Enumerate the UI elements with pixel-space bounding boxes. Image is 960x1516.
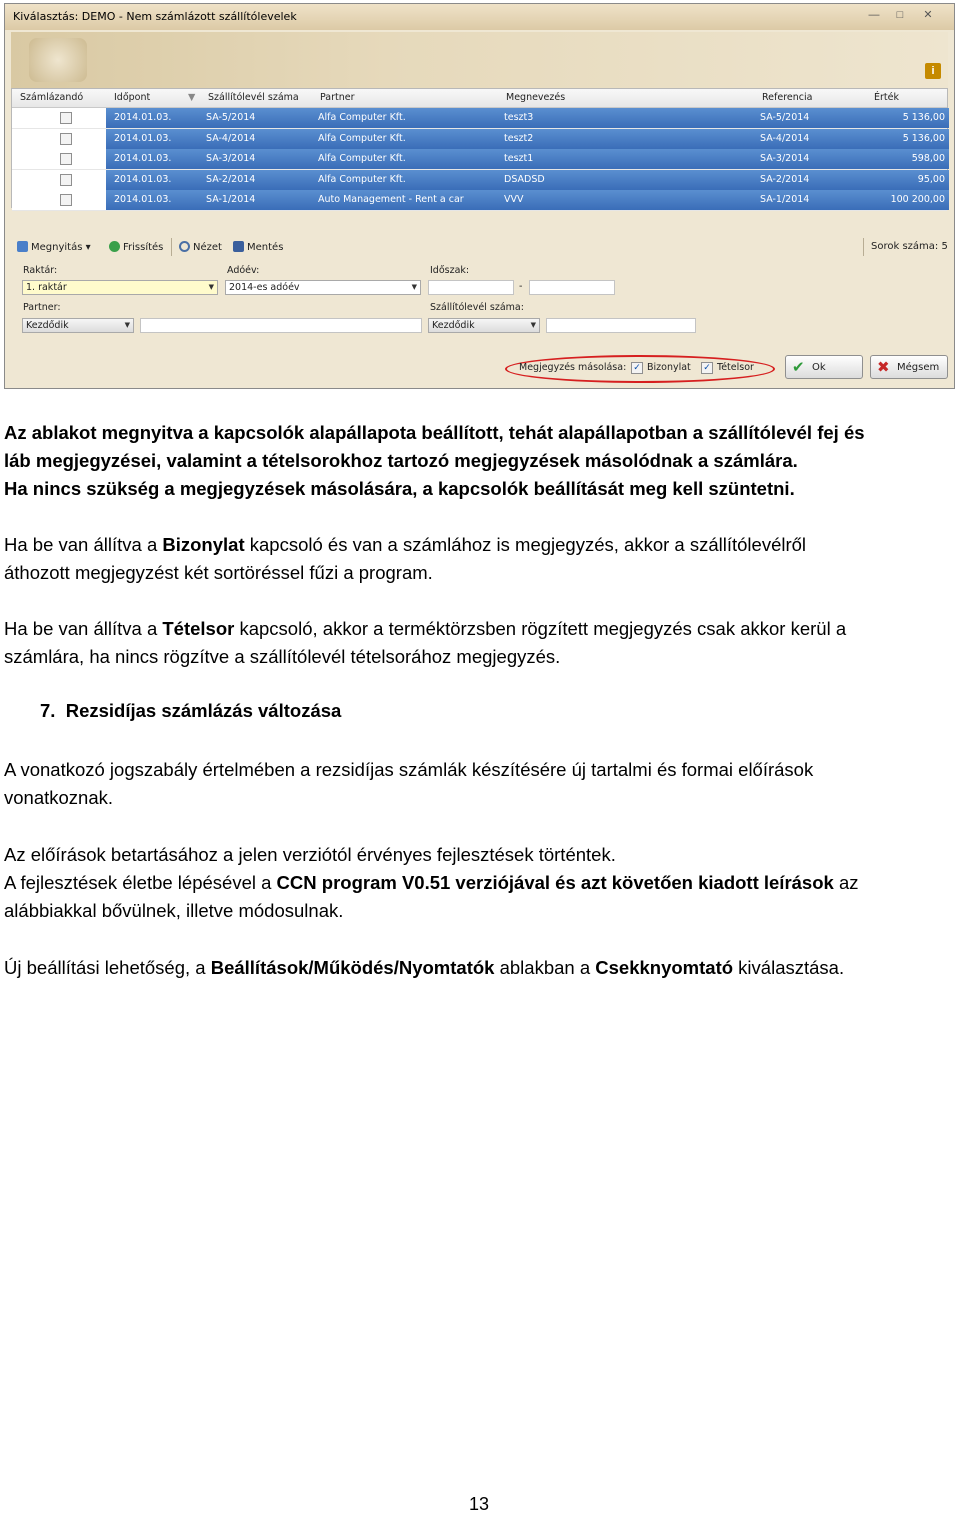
- row-value: [870, 149, 949, 169]
- table-cell: SA-2/2014: [760, 173, 810, 185]
- delivery-number-input[interactable]: [546, 318, 696, 333]
- row-select-cell: [12, 149, 106, 169]
- text-run: kapcsoló, akkor a terméktörzsben rögzített megjegyzés csak akkor kerül a: [234, 618, 847, 639]
- view-label: Nézet: [193, 242, 222, 253]
- period-label: Időszak:: [430, 265, 470, 276]
- delivery-mode-select[interactable]: [428, 318, 540, 333]
- table-cell: 2014.01.03.: [114, 153, 172, 164]
- row-data: [106, 190, 870, 210]
- page-number: 13: [469, 1494, 490, 1514]
- table-cell: Alfa Computer Kft.: [318, 112, 406, 123]
- sort-icon: ▼: [188, 92, 196, 103]
- table-cell: SA-3/2014: [760, 153, 810, 164]
- text-run: Ha be van állítva a: [4, 618, 163, 639]
- row-checkbox[interactable]: [60, 153, 72, 165]
- info-icon[interactable]: i: [925, 63, 941, 79]
- grid-header: [12, 89, 947, 108]
- table-cell: VVV: [504, 194, 524, 205]
- period-to-input[interactable]: [529, 280, 615, 295]
- item-line-checkbox[interactable]: ✓: [701, 362, 713, 374]
- table-cell: 2014.01.03.: [114, 132, 172, 144]
- item-line-checkbox-label: Tételsor: [717, 362, 754, 373]
- intro-line-2: láb megjegyzései, valamint a tételsorokhoz tartozó megjegyzések másolódnak a számlára.: [4, 450, 798, 471]
- cancel-icon: ✖: [877, 358, 890, 376]
- table-row[interactable]: [12, 149, 947, 170]
- table-cell: SA-5/2014: [760, 112, 810, 123]
- ok-label: Ok: [812, 362, 826, 373]
- table-cell: SA-1/2014: [206, 194, 256, 205]
- table-cell: teszt2: [504, 132, 534, 144]
- text-run: az: [833, 872, 859, 893]
- term-bizonylat: Bizonylat: [162, 534, 245, 555]
- document-checkbox[interactable]: ✓: [631, 362, 643, 374]
- delivery-notes-grid: [11, 88, 948, 208]
- text-run: áthozott megjegyzést két sortöréssel fűzi a program.: [4, 562, 433, 583]
- table-row[interactable]: [12, 129, 947, 150]
- dialog-window: [4, 3, 955, 389]
- taxyear-select[interactable]: [225, 280, 421, 295]
- row-value: [870, 108, 949, 128]
- text-run: vonatkoznak.: [4, 787, 114, 808]
- open-icon: [17, 241, 28, 252]
- text-run: Az előírások betartásához a jelen verziótól érvényes fejlesztések történtek.: [4, 844, 616, 865]
- row-count: [871, 241, 948, 252]
- table-cell: teszt3: [504, 112, 534, 123]
- period-dash: -: [519, 281, 523, 292]
- row-select-cell: [12, 108, 106, 128]
- partner-label: Partner:: [23, 302, 61, 313]
- table-row[interactable]: [12, 170, 947, 191]
- document-switch-paragraph: [4, 531, 956, 587]
- section-number: 7.: [40, 700, 56, 721]
- window-titlebar: [5, 4, 954, 30]
- new-setting-paragraph: [4, 954, 956, 982]
- table-cell: Alfa Computer Kft.: [318, 173, 406, 185]
- row-data: [106, 170, 870, 190]
- row-data: [106, 149, 870, 169]
- toolbar: [11, 236, 948, 258]
- document-checkbox-label: Bizonylat: [647, 362, 691, 373]
- table-cell: SA-4/2014: [760, 132, 810, 144]
- refresh-icon: [109, 241, 120, 252]
- taxyear-label: Adóév:: [227, 265, 260, 276]
- table-cell-value: 5 136,00: [902, 112, 945, 123]
- row-value: [870, 170, 949, 190]
- check-icon: ✔: [792, 358, 805, 376]
- table-cell: SA-4/2014: [206, 132, 256, 144]
- item-switch-paragraph: [4, 615, 956, 671]
- column-header[interactable]: Szállítólevél száma: [208, 92, 299, 103]
- maximize-icon[interactable]: □: [896, 9, 904, 21]
- term-settings-path: Beállítások/Működés/Nyomtatók: [210, 957, 495, 978]
- table-cell: SA-5/2014: [206, 112, 256, 123]
- column-header[interactable]: Partner: [320, 92, 355, 103]
- table-cell: teszt1: [504, 153, 534, 164]
- chevron-down-icon: ▼: [208, 283, 214, 291]
- row-value: [870, 190, 949, 210]
- row-select-cell: [12, 170, 106, 190]
- open-label: Megnyitás: [31, 242, 83, 253]
- period-from-input[interactable]: [428, 280, 514, 295]
- row-count-label: Sorok száma:: [871, 241, 939, 252]
- row-checkbox[interactable]: [60, 194, 72, 206]
- filter-panel: [11, 258, 948, 350]
- save-icon: [233, 241, 244, 252]
- section-title: Rezsidíjas számlázás változása: [65, 700, 342, 721]
- table-cell: 2014.01.03.: [114, 194, 172, 205]
- table-cell: SA-1/2014: [760, 194, 810, 205]
- table-cell: 2014.01.03.: [114, 112, 172, 123]
- term-tetelsor: Tételsor: [162, 618, 235, 639]
- save-button[interactable]: [233, 241, 283, 253]
- table-row[interactable]: [12, 190, 947, 211]
- column-header[interactable]: Megnevezés: [506, 92, 566, 103]
- term-ccn-version: CCN program V0.51 verziójával és azt követően kiadott leírások: [276, 872, 834, 893]
- view-button[interactable]: [179, 241, 222, 253]
- row-checkbox[interactable]: [60, 133, 72, 145]
- table-cell-value: 95,00: [917, 173, 945, 185]
- row-checkbox[interactable]: [60, 112, 72, 124]
- chevron-down-icon: ▼: [124, 321, 130, 329]
- table-cell: Alfa Computer Kft.: [318, 132, 406, 144]
- term-check-printer: Csekknyomtató: [595, 957, 734, 978]
- copy-notes-label: Megjegyzés másolása:: [519, 362, 627, 373]
- column-header[interactable]: Érték: [874, 92, 899, 103]
- row-select-cell: [12, 190, 106, 210]
- text-run: kiválasztása.: [733, 957, 845, 978]
- taxyear-value: 2014-es adóév: [229, 282, 300, 293]
- partner-mode-value: Kezdődik: [26, 320, 69, 331]
- dialog-footer: [11, 350, 948, 384]
- table-row[interactable]: [12, 108, 947, 129]
- magnifier-icon: [179, 241, 190, 252]
- table-cell-value: 598,00: [911, 153, 945, 164]
- logo-icon: [29, 38, 87, 82]
- cancel-label: Mégsem: [897, 362, 940, 373]
- text-run: ablakban a: [494, 957, 596, 978]
- ok-button[interactable]: [785, 355, 863, 379]
- text-run: számlára, ha nincs rögzítve a szállítólevél tételsorához megjegyzés.: [4, 646, 561, 667]
- column-header[interactable]: Időpont: [114, 92, 151, 103]
- row-checkbox[interactable]: [60, 174, 72, 186]
- row-value: [870, 129, 949, 149]
- window-banner: [11, 32, 948, 88]
- development-paragraph: [4, 841, 956, 925]
- regulation-paragraph: [4, 756, 956, 812]
- table-cell-value: 100 200,00: [890, 194, 945, 205]
- text-run: Új beállítási lehetőség, a: [4, 957, 211, 978]
- chevron-down-icon: ▼: [411, 283, 417, 291]
- table-cell: DSADSD: [504, 173, 545, 185]
- table-cell: Alfa Computer Kft.: [318, 153, 406, 164]
- table-cell: SA-3/2014: [206, 153, 256, 164]
- text-run: A fejlesztések életbe lépésével a: [4, 872, 277, 893]
- open-button[interactable]: Megnyitás ▾: [17, 241, 91, 253]
- minimize-icon[interactable]: —: [868, 9, 880, 21]
- window-title: Kiválasztás: DEMO - Nem számlázott szállítólevelek: [13, 10, 297, 23]
- column-header[interactable]: Számlázandó: [20, 92, 84, 103]
- table-cell: Auto Management - Rent a car: [318, 194, 464, 205]
- cancel-button[interactable]: [870, 355, 948, 379]
- row-count-value: 5: [941, 241, 948, 252]
- intro-line-3: Ha nincs szükség a megjegyzések másolására, a kapcsolók beállítását meg kell szüntetni.: [4, 478, 795, 499]
- text-run: alábbiakkal bővülnek, illetve módosulnak.: [4, 900, 344, 921]
- text-run: A vonatkozó jogszabály értelmében a rezsidíjas számlák készítésére új tartalmi és formai előírások: [4, 759, 814, 780]
- row-data: [106, 108, 870, 128]
- toolbar-divider: [171, 238, 172, 256]
- warehouse-select[interactable]: [22, 280, 218, 295]
- refresh-button[interactable]: [109, 241, 163, 253]
- row-select-cell: [12, 129, 106, 149]
- column-header[interactable]: Referencia: [762, 92, 813, 103]
- toolbar-divider: [863, 238, 864, 256]
- intro-paragraph: [4, 419, 956, 503]
- partner-mode-select[interactable]: [22, 318, 134, 333]
- text-run: Ha be van állítva a: [4, 534, 163, 555]
- row-data: [106, 129, 870, 149]
- warehouse-value: 1. raktár: [26, 282, 67, 293]
- partner-input[interactable]: [140, 318, 422, 333]
- warehouse-label: Raktár:: [23, 265, 58, 276]
- chevron-down-icon: ▼: [530, 321, 536, 329]
- text-run: kapcsoló és van a számlához is megjegyzés, akkor a szállítólevélről: [244, 534, 807, 555]
- close-icon[interactable]: ✕: [923, 9, 933, 21]
- table-cell: SA-2/2014: [206, 173, 256, 185]
- delivery-mode-value: Kezdődik: [432, 320, 475, 331]
- table-cell: 2014.01.03.: [114, 173, 172, 185]
- save-label: Mentés: [247, 242, 284, 253]
- intro-line-1: Az ablakot megnyitva a kapcsolók alapállapota beállított, tehát alapállapotban a szállítólevél fej és: [4, 422, 865, 443]
- table-cell-value: 5 136,00: [902, 132, 945, 144]
- delivery-number-label: Szállítólevél száma:: [430, 302, 524, 313]
- section-heading: [40, 700, 341, 722]
- refresh-label: Frissítés: [123, 242, 164, 253]
